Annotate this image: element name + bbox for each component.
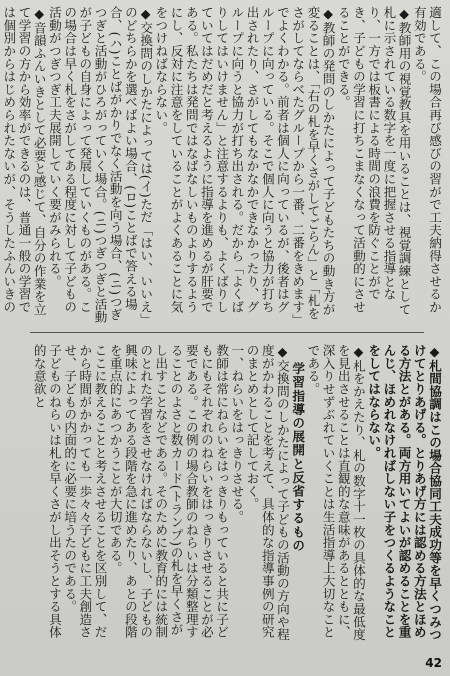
section-heading: 学習指導の展開と反省するもの <box>290 362 306 553</box>
bottom-text-section <box>10 344 442 644</box>
paragraph: 教師は常にねらいをはっきりもっていると共に子どもにもそれぞれのねらいをはっきりさせることが必要である。この例の場合教師のねらいは分類整理することのよさと数カード(トランプ)の札を早くさがし出すことなどである。そのために教育的には統制のとれた学習をさせなければならないし、子どもの興味によってある段階を急に進めたり、あとの段階を重点的にあつかうことが大切である。 <box>107 344 230 639</box>
paragraph: ◆札間協調はこの場合協同工夫成功等を早くつみつけてとりあげる。とりあげ方には認める方法とほめる方法とがある。両方用いてよいが認めることを重んじ、ほめれなければしない子をつくるようなことをしてはならない。 <box>366 344 442 641</box>
paragraph: ◆音韻ふんいきとして必要と感じて、自分の作業を立て学習の方から効率ができるのは、普通一般の学習では個別からはじめられたないが、そうしたふんいきの <box>1 6 47 316</box>
paragraph: ◆交換問のしかたによっては(イ)ただ「はい、いいえ」のどちらかを選べばよい場合、(ロ)ことばで答える場合、(ハ)ことばがかりでなく活動を向う場合、(ニ)つぎつぎと活動がひろがっていく場合。(ニ)つぎつぎと活動が子どもの自身によって発展していくものがある。この場合は早く札をさがしてある程度に対して子どもの活動がつぎつぎ工夫展開していく要がみられる。 <box>46 6 154 324</box>
page-number: 42 <box>425 656 442 670</box>
paragraph: 子どものねらいは札を早くさがし出そうとする具体的な意欲と <box>31 344 62 639</box>
paragraph: 一、ねらいをはっきりさせる。 <box>229 344 245 524</box>
paragraph: ここに教えることと考えさせることを区別して、だから時間がかかっても一歩々々子どもに工夫創造させ、子どもの内面的に必要に培うたのである。 <box>62 344 108 639</box>
paragraph: ◆札をかえたり、札の数字十一枚の具体的な最低度を見出させることは直観的な意味があるとともに、深入りせずぶれていくことは生活指導上大切なことである。 <box>305 344 366 641</box>
top-text-section <box>1 6 442 324</box>
paragraph: 適して、この場合再び感びの習がで工夫納得させるか有効である。 <box>411 6 442 314</box>
paragraph: ◆教師用の視覚教具を用いることは、視覚調練として札に示されている数字を一度に把握させる指導となり、一方では板書による時間の浪費を防ぐことができ、子どもの学習に打ちこまなくなって活動的にさせることができる。 <box>335 6 412 316</box>
paragraph: ◆教師の発問のしかたによって子どもたちの動き方が変ることは、「右の札を早くさがしてごらん」と「札をさがしてならべたグループから一番、二番をきめます」でよくわかる。前者は個人に向っているが、後者はグループに向っている。そこで個人に向うと協力が打ち出されたり、さがしてもなかなかできなかったり、グループに向うと協力が打ち出される。だから「よくばりしてはいけません」と注意するよりも、よくばりしていてはだめだと考えるように指導を進めるが肝要である。私たちは発問ではなばなしいものよりするようにし、反対に注意をしていることがよくあることに気をつけねばならない。 <box>153 6 336 320</box>
section-divider <box>30 332 424 333</box>
paragraph: ◆交換問のしかたによって子どもの活動の方向や程度がかわることを考えて、具体的な指導事例の研究のまとめとして記しておく。 <box>244 344 290 641</box>
